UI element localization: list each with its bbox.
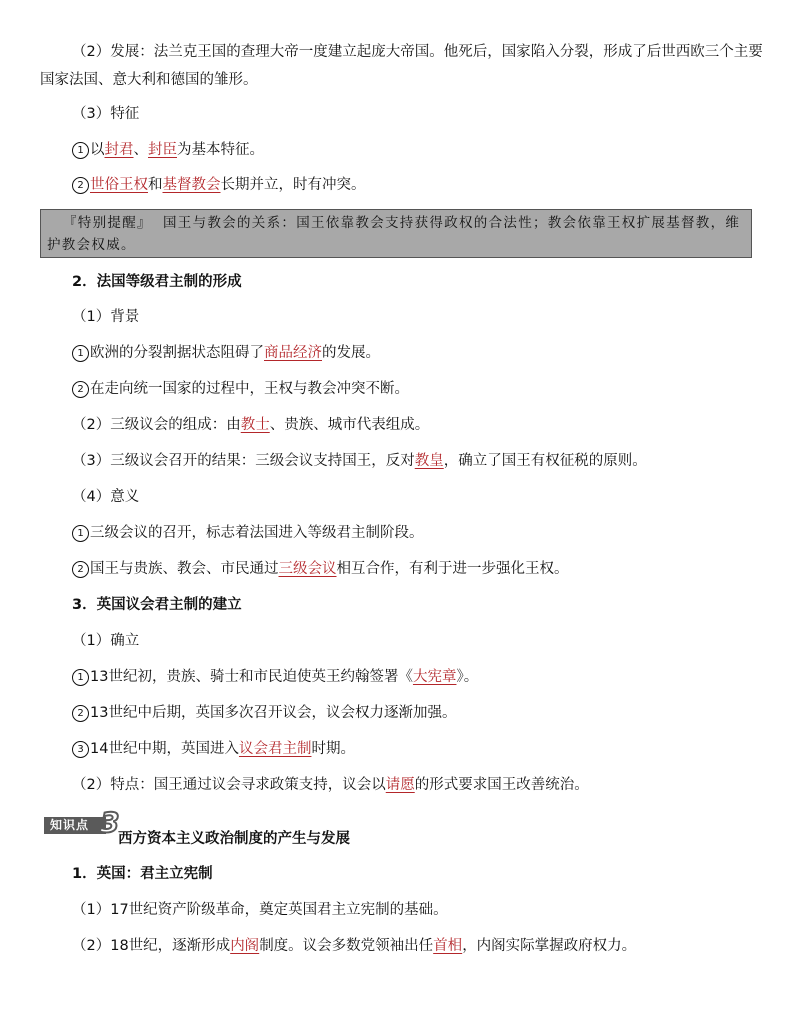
- item-significance-1: [72, 523, 424, 543]
- item-background-1: [72, 343, 380, 363]
- text: 14世纪中期，英国进入: [90, 741, 239, 757]
- item-feature-1: [72, 140, 264, 160]
- heading-features: [72, 104, 139, 124]
- section-title-uk: [72, 864, 213, 884]
- circled-number: 3: [72, 741, 89, 758]
- knowledge-point-number: 3: [100, 806, 120, 839]
- text: 制度。议会多数党领袖出任: [259, 938, 434, 954]
- text: ，确立了国王有权征税的原则。: [443, 453, 647, 469]
- circled-number: 1: [72, 525, 89, 542]
- heading-background: [72, 307, 139, 327]
- knowledge-point-badge: [44, 806, 122, 839]
- paragraph-uk-1: [72, 900, 448, 920]
- knowledge-point-title: [118, 827, 350, 848]
- text: 13世纪中后期，英国多次召开议会，议会权力逐渐加强。: [90, 705, 457, 721]
- circled-number: 2: [72, 381, 89, 398]
- paragraph-development-cont: [40, 70, 258, 90]
- highlight-term: 基督教会: [162, 177, 221, 193]
- special-reminder-text: [47, 212, 747, 256]
- highlight-term: 世俗王权: [90, 177, 148, 193]
- text: 的发展。: [322, 345, 380, 361]
- reminder-label: 『特别提醒』: [63, 215, 152, 231]
- knowledge-point-bar: [44, 817, 106, 834]
- text: （2）18世纪，逐渐形成: [72, 938, 231, 954]
- highlight-term: 请愿: [385, 777, 415, 793]
- text: 》。: [456, 669, 479, 685]
- highlight-term: 大宪章: [412, 669, 457, 685]
- item-feature-2: [72, 175, 366, 195]
- text: 、: [133, 142, 148, 158]
- text: 时期。: [311, 741, 355, 757]
- text: （2）发展：法兰克王国的查理大帝一度建立起庞大帝国。他死后，国家陷入分裂，形成了后世西欧三个主要: [72, 44, 763, 60]
- text: 为基本特征。: [177, 142, 264, 158]
- text: （3）特征: [72, 106, 140, 122]
- circled-number: 2: [72, 177, 89, 194]
- highlight-term: 教皇: [414, 453, 444, 469]
- paragraph-composition: [72, 415, 429, 435]
- text: 13世纪初，贵族、骑士和市民迫使英王约翰签署《: [90, 669, 413, 685]
- paragraph-characteristics: [72, 775, 589, 795]
- circled-number: 2: [72, 705, 89, 722]
- circled-number: 1: [72, 345, 89, 362]
- text: 和: [148, 177, 163, 193]
- circled-number: 1: [72, 669, 89, 686]
- text: 的形式要求国王改善统治。: [414, 777, 589, 793]
- highlight-term: 封臣: [148, 142, 177, 158]
- item-establishment-3: [72, 739, 355, 759]
- highlight-term: 首相: [433, 938, 463, 954]
- text: 、贵族、城市代表组成。: [269, 417, 430, 433]
- knowledge-point-label: 知识点: [50, 818, 90, 832]
- heading-establishment: [72, 631, 139, 651]
- text: 相互合作，有利于进一步强化王权。: [336, 561, 569, 577]
- text: （4）意义: [72, 489, 140, 505]
- highlight-term: 三级会议: [278, 561, 337, 577]
- text: （1）背景: [72, 309, 140, 325]
- paragraph-uk-2: [72, 936, 636, 956]
- highlight-term: 内阁: [230, 938, 260, 954]
- text: 以: [90, 142, 105, 158]
- text: （1）确立: [72, 633, 140, 649]
- paragraph-development: [72, 42, 763, 62]
- item-establishment-1: [72, 667, 478, 687]
- section-title-france: [72, 272, 242, 292]
- text: 欧洲的分裂割据状态阻碍了: [90, 345, 264, 361]
- section-title-england: [72, 595, 242, 615]
- text: 1．英国：君主立宪制: [72, 866, 213, 882]
- text: 国家法国、意大利和德国的雏形。: [40, 72, 258, 88]
- reminder-content: 国王与教会的关系：国王依靠教会支持获得政权的合法性；教会依靠王权扩展基督教，维护教会权威。: [47, 215, 741, 253]
- highlight-term: 商品经济: [264, 345, 322, 361]
- item-significance-2: [72, 559, 569, 579]
- highlight-term: 议会君主制: [238, 741, 312, 757]
- special-reminder-box: [40, 209, 752, 258]
- text: 在走向统一国家的过程中，王权与教会冲突不断。: [90, 381, 409, 397]
- circled-number: 2: [72, 561, 89, 578]
- paragraph-result: [72, 451, 647, 471]
- item-background-2: [72, 379, 409, 399]
- text: （3）三级议会召开的结果：三级会议支持国王，反对: [72, 453, 415, 469]
- highlight-term: 教士: [240, 417, 270, 433]
- text: 西方资本主义政治制度的产生与发展: [118, 831, 350, 847]
- text: （1）17世纪资产阶级革命，奠定英国君主立宪制的基础。: [72, 902, 448, 918]
- text: （2）特点：国王通过议会寻求政策支持，议会以: [72, 777, 386, 793]
- text: 2．法国等级君主制的形成: [72, 274, 242, 290]
- item-establishment-2: [72, 703, 456, 723]
- heading-significance: [72, 487, 139, 507]
- text: 国王与贵族、教会、市民通过: [90, 561, 279, 577]
- text: 长期并立，时有冲突。: [220, 177, 366, 193]
- text: 三级会议的召开，标志着法国进入等级君主制阶段。: [90, 525, 424, 541]
- text: ，内阁实际掌握政府权力。: [462, 938, 637, 954]
- text: （2）三级议会的组成：由: [72, 417, 241, 433]
- text: 3．英国议会君主制的建立: [72, 597, 242, 613]
- highlight-term: 封君: [104, 142, 134, 158]
- circled-number: 1: [72, 142, 89, 159]
